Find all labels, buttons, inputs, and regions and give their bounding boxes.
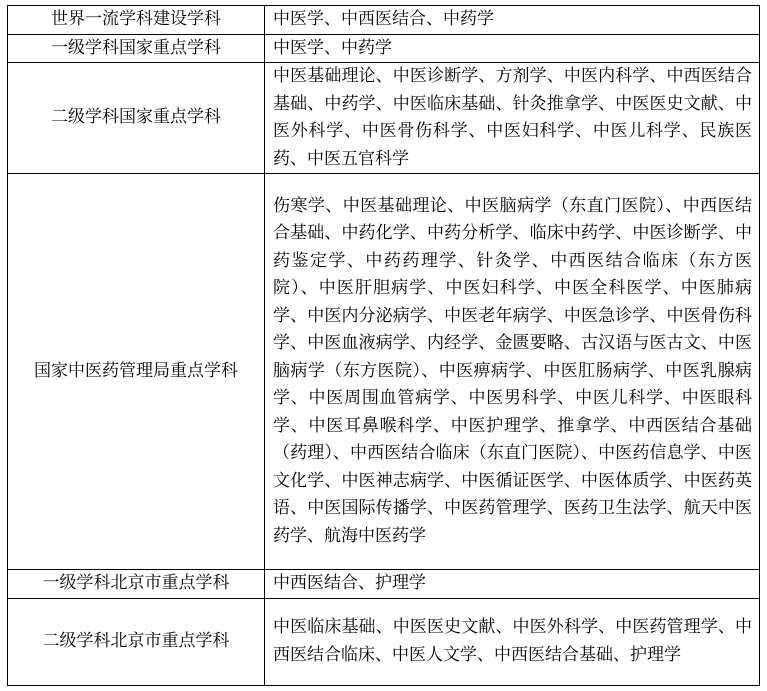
table-row xyxy=(8,174,760,570)
category-cell xyxy=(8,174,265,570)
category-cell xyxy=(8,6,265,35)
table-row xyxy=(8,34,760,63)
subjects-cell xyxy=(265,570,760,599)
category-label: 一级学科国家重点学科 xyxy=(51,37,221,58)
subjects-text: 中医基础理论、中医诊断学、方剂学、中医内科学、中西医结合基础、中药学、中医临床基础、针灸推拿学、中医医史文献、中医外科学、中医骨伤科学、中医妇科学、中医儿科学、民族医药、中医五官科学 xyxy=(273,66,752,169)
table-row xyxy=(8,63,760,174)
table-row xyxy=(8,6,760,35)
subjects-cell xyxy=(265,174,760,570)
category-cell xyxy=(8,63,265,174)
subjects-cell xyxy=(265,598,760,685)
table-row xyxy=(8,598,760,685)
subjects-text: 中医学、中药学 xyxy=(273,37,392,58)
category-cell xyxy=(8,34,265,63)
discipline-table xyxy=(7,5,760,686)
subjects-text: 中医临床基础、中医医史文献、中医外科学、中医药管理学、中西医结合临床、中医人文学、中西医结合基础、护理学 xyxy=(273,617,752,665)
subjects-cell xyxy=(265,6,760,35)
subjects-text: 伤寒学、中医基础理论、中医脑病学（东直门医院）、中西医结合基础、中药化学、中药分析学、临床中药学、中医诊断学、中药鉴定学、中药药理学、针灸学、中西医结合临床（东方医院）、中医肝胆病学、中医妇科学、中医全科医学、中医肺病学、中医内分泌病学、中医老年病学、中医急诊学、中医骨伤科学、中医血液病学、内经学、金匮要略、古汉语与医古文、中医脑病学（东方医院）、中医痹病学、中医肛肠病学、中医乳腺病学、中医周围血管病学、中医男科学、中医儿科学、中医眼科学、中医耳鼻喉科学、中医护理学、推拿学、中西医结合基础（药理）、中西医结合临床（东直门医院）、中医药信息学、中医文化学、中医神志病学、中医循证医学、中医体质学、中医药英语、中医国际传播学、中医药管理学、医药卫生法学、航天中医药学、航海中医药学 xyxy=(273,195,752,546)
category-label: 二级学科北京市重点学科 xyxy=(42,630,230,651)
subjects-text: 中西医结合、护理学 xyxy=(273,573,426,593)
category-cell xyxy=(8,570,265,599)
subjects-cell xyxy=(265,63,760,174)
category-label: 一级学科北京市重点学科 xyxy=(42,573,230,593)
table-row xyxy=(8,570,760,599)
category-label: 国家中医药管理局重点学科 xyxy=(34,360,238,381)
category-label: 世界一流学科建设学科 xyxy=(51,9,221,29)
category-cell xyxy=(8,598,265,685)
subjects-cell xyxy=(265,34,760,63)
subjects-text: 中医学、中西医结合、中药学 xyxy=(273,9,494,29)
category-label: 二级学科国家重点学科 xyxy=(51,107,221,128)
